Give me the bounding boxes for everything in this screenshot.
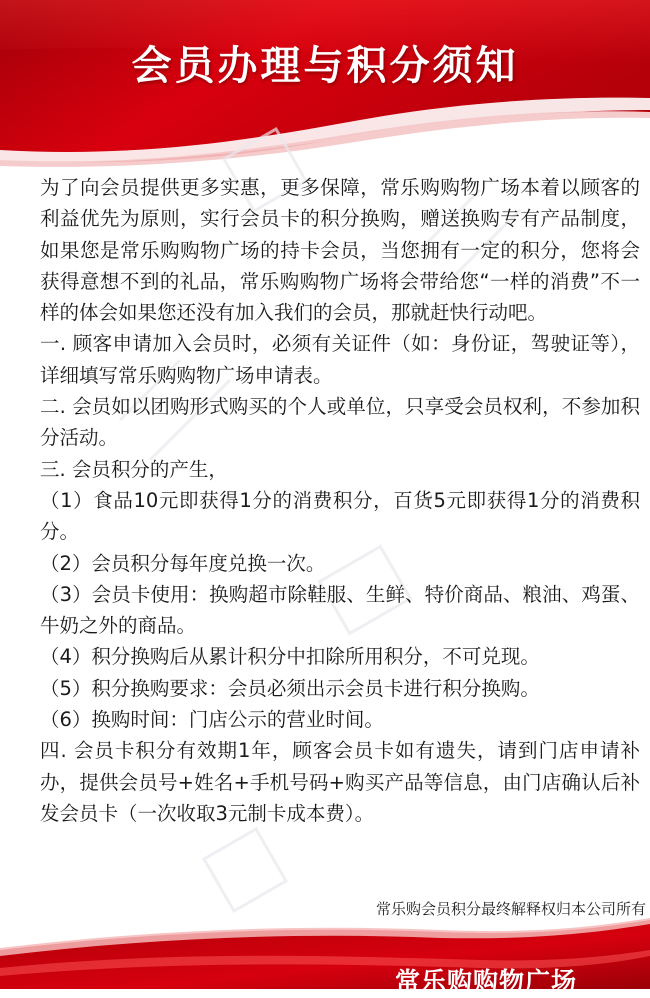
rule-item-1: 一. 顾客申请加入会员时，必须有关证件（如：身份证，驾驶证等），详细填写常乐购购物广场申请表。 [40, 332, 640, 387]
footer-disclaimer: 常乐购会员积分最终解释权归本公司所有 [375, 900, 646, 918]
rule-item-4: 四. 会员卡积分有效期1年，顾客会员卡如有遗失，请到门店申请补办，提供会员号+姓名+手机号码+购买产品等信息，由门店确认后补发会员卡（一次收取3元制卡成本费）。 [40, 739, 640, 825]
rule-subitem-6: （6）换购时间：门店公示的营业时间。 [40, 708, 384, 732]
rule-subitem-3: （3）会员卡使用：换购超市除鞋服、生鲜、特价商品、粮油、鸡蛋、牛奶之外的商品。 [40, 582, 640, 638]
store-name: 常乐购购物广场 [395, 967, 578, 996]
intro-paragraph: 为了向会员提供更多实惠，更多保障，常乐购购物广场本着以顾客的利益优先为原则，实行会员卡的积分换购，赠送换购专有产品制度，如果您是常乐购购物广场的持卡会员，当您拥有一定的积分，您将会获得意想不到的礼品，常乐购购物广场将会带给您“一样的消费”不一样的体会如果您还没有加入我们的会员，那就赶快行动吧。 [40, 176, 640, 325]
rule-subitem-5: （5）积分换购要求：会员必须出示会员卡进行积分换购。 [40, 676, 540, 700]
rule-subitem-1: （1）食品10元即获得1分的消费积分，百货5元即获得1分的消费积分。 [40, 488, 640, 544]
rule-item-2: 二. 会员如以团购形式购买的个人或单位，只享受会员权利，不参加积分活动。 [40, 395, 640, 450]
notice-content [40, 172, 640, 829]
page-title: 会员办理与积分须知 [131, 42, 519, 89]
rule-subitem-4: （4）积分换购后从累计积分中扣除所用积分，不可兑现。 [40, 645, 540, 669]
rule-subitem-2: （2）会员积分每年度兑换一次。 [40, 551, 326, 575]
rule-item-3: 三. 会员积分的产生， [40, 457, 228, 481]
